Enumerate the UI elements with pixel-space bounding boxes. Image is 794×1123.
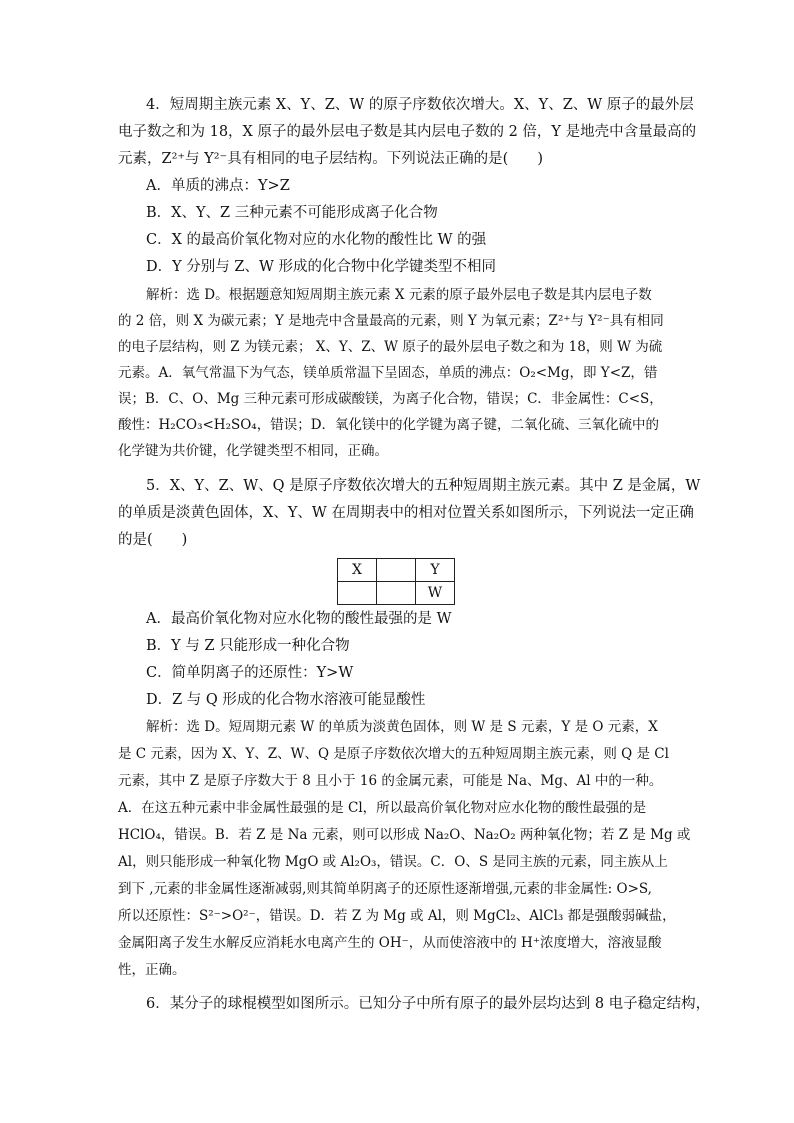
table-cell — [338, 582, 377, 605]
q5-stem-line: 的是( ) — [118, 532, 188, 548]
q5-explanation-line: HClO₄，错误。B．若 Z 是 Na 元素，则可以形成 Na₂O、Na₂O₂ 两种氧化物；若 Z 是 Mg 或 — [118, 827, 691, 843]
table-cell — [377, 559, 416, 582]
q4-option-a: A．单质的沸点：Y>Z — [146, 178, 290, 194]
q4-explanation-line: 解析：选 D。根据题意知短周期主族元素 X 元素的原子最外层电子数是其内层电子数 — [146, 287, 652, 303]
q5-option-b: B．Y 与 Z 只能形成一种化合物 — [146, 638, 350, 654]
q4-explanation-line: 的电子层结构，则 Z 为镁元素； X、Y、Z、W 原子的最外层电子数之和为 18，则 W 为硫 — [118, 339, 663, 355]
periodic-position-table — [337, 558, 455, 605]
q4-stem-line: 元素，Z²⁺与 Y²⁻具有相同的电子层结构。下列说法正确的是( ) — [118, 151, 544, 167]
q4-explanation-line: 元素。A．氧气常温下为气态，镁单质常温下呈固态，单质的沸点：O₂<Mg，即 Y<Z，错 — [118, 365, 658, 381]
table-cell: W — [416, 582, 455, 605]
q4-explanation-line: 化学键为共价键，化学键类型不相同，正确。 — [118, 443, 388, 459]
q4-option-c: C．X 的最高价氧化物对应的水化物的酸性比 W 的强 — [146, 232, 487, 248]
table-cell: Y — [416, 559, 455, 582]
q6-stem-line: 6．某分子的球棍模型如图所示。已知分子中所有原子的最外层均达到 8 电子稳定结构， — [146, 996, 711, 1012]
q5-explanation-line: 解析：选 D。短周期元素 W 的单质为淡黄色固体，则 W 是 S 元素，Y 是 O 元素，X — [146, 719, 658, 735]
q4-stem-line: 电子数之和为 18，X 原子的最外层电子数是其内层电子数的 2 倍，Y 是地壳中含量最高的 — [118, 124, 697, 140]
table-row — [338, 559, 455, 582]
q4-option-b: B．X、Y、Z 三种元素不可能形成离子化合物 — [146, 205, 438, 221]
q5-explanation-line: 元素，其中 Z 是原子序数大于 8 且小于 16 的金属元素，可能是 Na、Mg、Al 中的一种。 — [118, 773, 663, 789]
q5-stem-line: 5．X、Y、Z、W、Q 是原子序数依次增大的五种短周期主族元素。其中 Z 是金属，W — [146, 478, 701, 494]
q5-stem-line: 的单质是淡黄色固体，X、Y、W 在周期表中的相对位置关系如图所示，下列说法一定正确 — [118, 505, 694, 521]
q5-explanation-line: 是 C 元素，因为 X、Y、Z、W、Q 是原子序数依次增大的五种短周期主族元素，则 Q 是 Cl — [118, 746, 669, 762]
q5-option-d: D．Z 与 Q 形成的化合物水溶液可能显酸性 — [146, 692, 426, 708]
q4-stem-line: 4．短周期主族元素 X、Y、Z、W 的原子序数依次增大。X、Y、Z、W 原子的最外层 — [146, 97, 694, 113]
q5-explanation-line: Al，则只能形成一种氧化物 MgO 或 Al₂O₃，错误。C．O、S 是同主族的元素，同主族从上 — [118, 854, 668, 870]
table-row — [338, 582, 455, 605]
q5-explanation-line: 性，正确。 — [118, 962, 186, 978]
q5-explanation-line: 到下 ,元素的非金属性逐渐减弱,则其简单阴离子的还原性逐渐增强,元素的非金属性: O>S, — [118, 881, 652, 897]
q5-explanation-line: A．在这五种元素中非金属性最强的是 Cl，所以最高价氧化物对应水化物的酸性最强的是 — [118, 800, 647, 816]
q5-explanation-line: 金属阳离子发生水解反应消耗水电离产生的 OH⁻，从而使溶液中的 H⁺浓度增大，溶液显酸 — [118, 935, 662, 951]
q5-explanation-line: 所以还原性：S²⁻>O²⁻，错误。D．若 Z 为 Mg 或 Al，则 MgCl₂、AlCl₃ 都是强酸弱碱盐， — [118, 908, 676, 924]
q4-explanation-line: 的 2 倍，则 X 为碳元素；Y 是地壳中含量最高的元素，则 Y 为氧元素；Z²⁺与 Y²⁻具有相同 — [118, 313, 664, 329]
q5-option-a: A．最高价氧化物对应水化物的酸性最强的是 W — [146, 611, 452, 627]
q4-option-d: D．Y 分别与 Z、W 形成的化合物中化学键类型不相同 — [146, 259, 497, 275]
table-cell — [377, 582, 416, 605]
q4-explanation-line: 酸性：H₂CO₃<H₂SO₄，错误；D．氧化镁中的化学键为离子键，二氧化硫、三氧化硫中的 — [118, 417, 660, 433]
q5-option-c: C．简单阴离子的还原性：Y>W — [146, 665, 354, 681]
q4-explanation-line: 误；B．C、O、Mg 三种元素可形成碳酸镁，为离子化合物，错误；C．非金属性：C<S， — [118, 391, 663, 407]
table-cell: X — [338, 559, 377, 582]
